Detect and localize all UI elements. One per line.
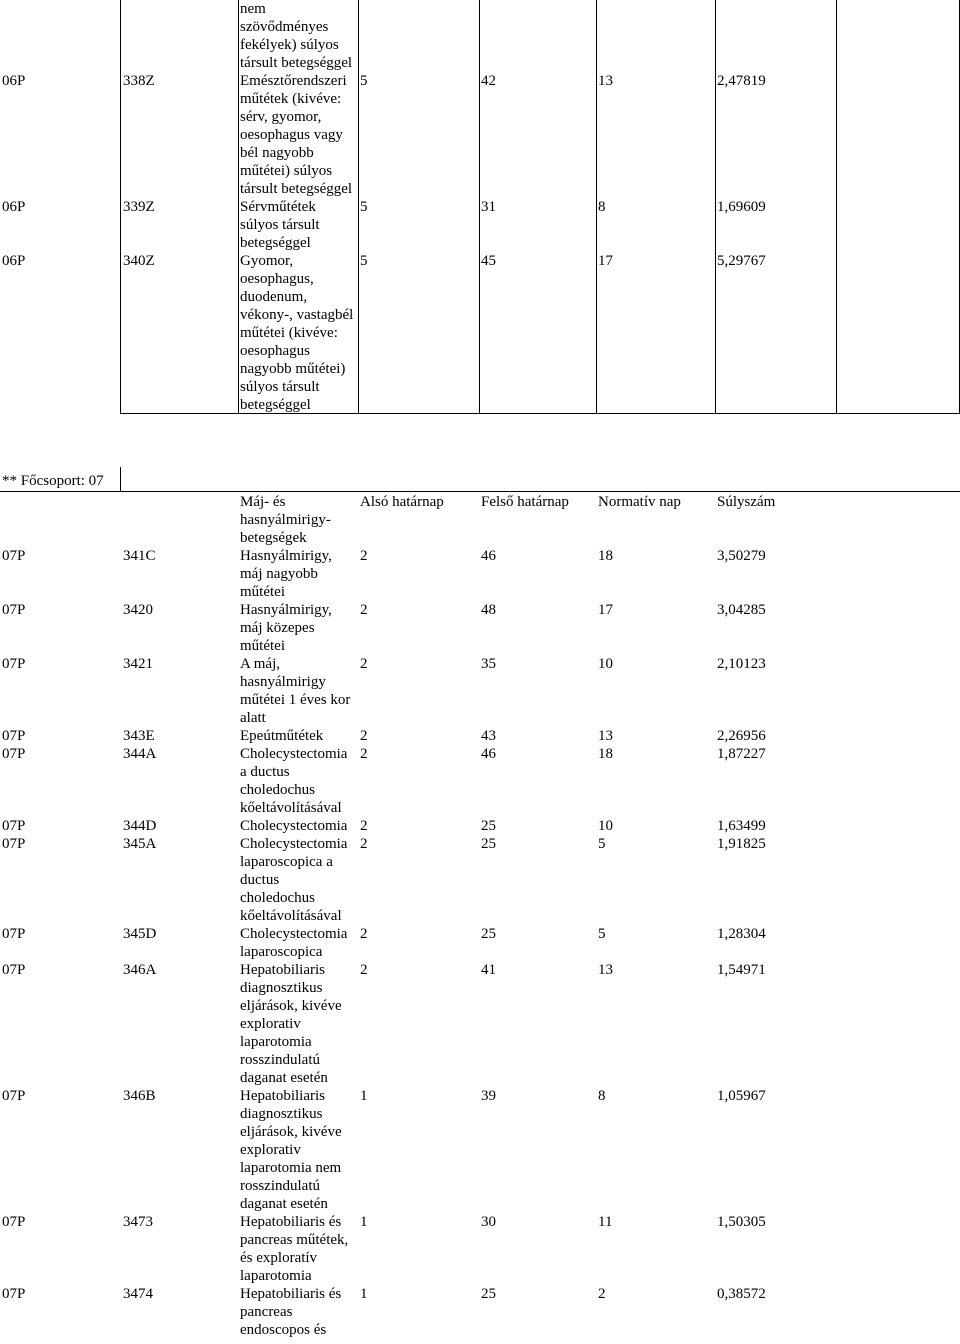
cell-drg: 341C [123,548,156,564]
cell-drg: 346B [123,1088,156,1104]
cell-upper: 35 [481,656,496,672]
cell-name: Hepatobiliaris és pancreas endoscopos és [240,1286,342,1338]
header-drg [121,493,238,547]
cell-lower: 2 [360,962,368,978]
cell-normative: 5 [598,836,606,852]
cell-weight: 3,50279 [717,548,766,564]
cell-code: 07P [2,836,26,852]
cell-upper: 30 [481,1214,496,1230]
cell-lower: 2 [360,656,368,672]
cell-normative: 17 [598,602,613,618]
cell-normative: 11 [598,1214,613,1230]
cell-drg: 345A [123,836,157,852]
cell-lower: 2 [360,836,368,852]
cell-upper: 46 [481,746,496,762]
cell-upper: 43 [481,728,496,744]
cell-lower: 5 [360,199,368,215]
cell-upper: 25 [481,926,496,942]
cell-upper [479,0,596,72]
cell-name: A máj, hasnyálmirigy műtétei 1 éves kor alatt [240,656,351,726]
group-title: Máj- és hasnyálmirigy- betegségek [240,494,331,546]
cell-upper: 42 [481,73,496,89]
cell-lower: 1 [360,1214,368,1230]
cell-lower: 1 [360,1286,368,1302]
cell-lower [358,0,479,72]
group-divider [120,467,121,491]
cell-name: Cholecystectomia a ductus choledochus kőeltávolításával [240,746,348,816]
header-upper-day: Felső határnap [481,494,569,510]
cell-drg: 3420 [123,602,153,618]
cell-drg: 345D [123,926,157,942]
cell-drg: 340Z [123,253,155,269]
cell-code: 07P [2,1088,26,1104]
cell-name: Hepatobiliaris és pancreas műtétek, és exploratív laparotomia [240,1214,349,1284]
cell-upper: 45 [481,253,496,269]
cell-weight: 1,69609 [717,199,766,215]
cell-code: 07P [2,962,26,978]
group-label: ** Főcsoport: 07 [2,473,104,489]
cell-name: Cholecystectomia laparoscopica a ductus choledochus kőeltávolításával [240,836,348,924]
cell-lower: 5 [360,73,368,89]
cell-code: 07P [2,926,26,942]
cell-weight: 2,47819 [717,73,766,89]
cell-weight: 1,50305 [717,1214,766,1230]
cell-weight: 1,28304 [717,926,766,942]
cell-normative [596,0,715,72]
cell-lower: 2 [360,818,368,834]
cell-code: 07P [2,1286,26,1302]
cell-weight: 3,04285 [717,602,766,618]
cell-normative: 13 [598,73,613,89]
cell-name: Sérvműtétek súlyos társult betegséggel [240,199,320,251]
cell-lower: 5 [360,253,368,269]
cell-normative: 8 [598,1088,606,1104]
cell-drg: 346A [123,962,157,978]
cell-lower: 2 [360,548,368,564]
cell-upper: 25 [481,1286,496,1302]
cell-code: 06P [2,73,26,89]
cell-weight [715,0,836,72]
cell-upper: 46 [481,548,496,564]
cell-code: 07P [2,1214,26,1230]
cell-lower: 2 [360,926,368,942]
cell-lower: 2 [360,602,368,618]
cell-upper: 25 [481,818,496,834]
cell-name: Hepatobiliaris diagnosztikus eljárások, kivéve explorativ laparotomia rosszindulatú daganat esetén [240,962,342,1086]
cell-normative: 18 [598,548,613,564]
cell-drg: 344D [123,818,157,834]
cell-name: nem szövődményes fekélyek) súlyos társult betegséggel [240,1,353,71]
cell-normative: 18 [598,746,613,762]
cell-weight: 1,63499 [717,818,766,834]
cell-code [0,0,121,72]
cell-normative: 8 [598,199,606,215]
cell-code: 07P [2,548,26,564]
cell-drg [121,0,238,72]
cell-weight: 1,87227 [717,746,766,762]
cell-weight: 1,91825 [717,836,766,852]
cell-name: Epeútműtétek [240,728,324,744]
cell-name: Gyomor, oesophagus, duodenum, vékony-, vastagbél műtétei (kivéve: oesophagus nagyobb műtétei) súlyos társult betegséggel [240,253,354,413]
cell-code: 07P [2,746,26,762]
cell-name: Cholecystectomia [240,818,348,834]
cell-lower: 1 [360,1088,368,1104]
cell-lower: 2 [360,746,368,762]
cell-normative: 13 [598,962,613,978]
cell-drg: 339Z [123,199,155,215]
cell-upper: 31 [481,199,496,215]
cell-normative: 5 [598,926,606,942]
cell-normative: 2 [598,1286,606,1302]
cell-weight: 1,54971 [717,962,766,978]
header-weight: Súlyszám [717,494,776,510]
cell-drg: 338Z [123,73,155,89]
cell-normative: 13 [598,728,613,744]
cell-drg: 344A [123,746,157,762]
top-table [0,0,960,414]
cell-weight: 1,05967 [717,1088,766,1104]
cell-name: Hasnyálmirigy, máj nagyobb műtétei [240,548,332,600]
cell-name: Emésztőrendszeri műtétek (kivéve: sérv, gyomor, oesophagus vagy bél nagyobb műtétei) súlyos társult betegséggel [240,73,353,197]
cell-drg: 3473 [123,1214,153,1230]
cell-lower: 2 [360,728,368,744]
cell-code: 07P [2,602,26,618]
cell-weight: 0,38572 [717,1286,766,1302]
cell-code: 07P [2,656,26,672]
cell-code: 07P [2,728,26,744]
cell-name: Hepatobiliaris diagnosztikus eljárások, kivéve explorativ laparotomia nem rosszindulatú daganat esetén [240,1088,342,1212]
cell-upper: 41 [481,962,496,978]
cell-upper: 48 [481,602,496,618]
cell-drg: 3474 [123,1286,153,1302]
cell-weight: 2,26956 [717,728,766,744]
cell-upper: 39 [481,1088,496,1104]
cell-weight: 2,10123 [717,656,766,672]
cell-drg: 343E [123,728,155,744]
cell-normative: 17 [598,253,613,269]
cell-normative: 10 [598,818,613,834]
cell-code: 07P [2,818,26,834]
cell-normative: 10 [598,656,613,672]
header-lower-day: Alsó határnap [360,494,444,510]
header-normative-day: Normatív nap [598,494,681,510]
cell-drg: 3421 [123,656,153,672]
cell-weight: 5,29767 [717,253,766,269]
cell-code: 06P [2,199,26,215]
cell-name: Hasnyálmirigy, máj közepes műtétei [240,602,332,654]
cell-name: Cholecystectomia laparoscopica [240,926,348,960]
main-table [0,493,960,1339]
cell-code: 06P [2,253,26,269]
cell-upper: 25 [481,836,496,852]
group-header [0,467,960,492]
header-code [0,493,121,547]
